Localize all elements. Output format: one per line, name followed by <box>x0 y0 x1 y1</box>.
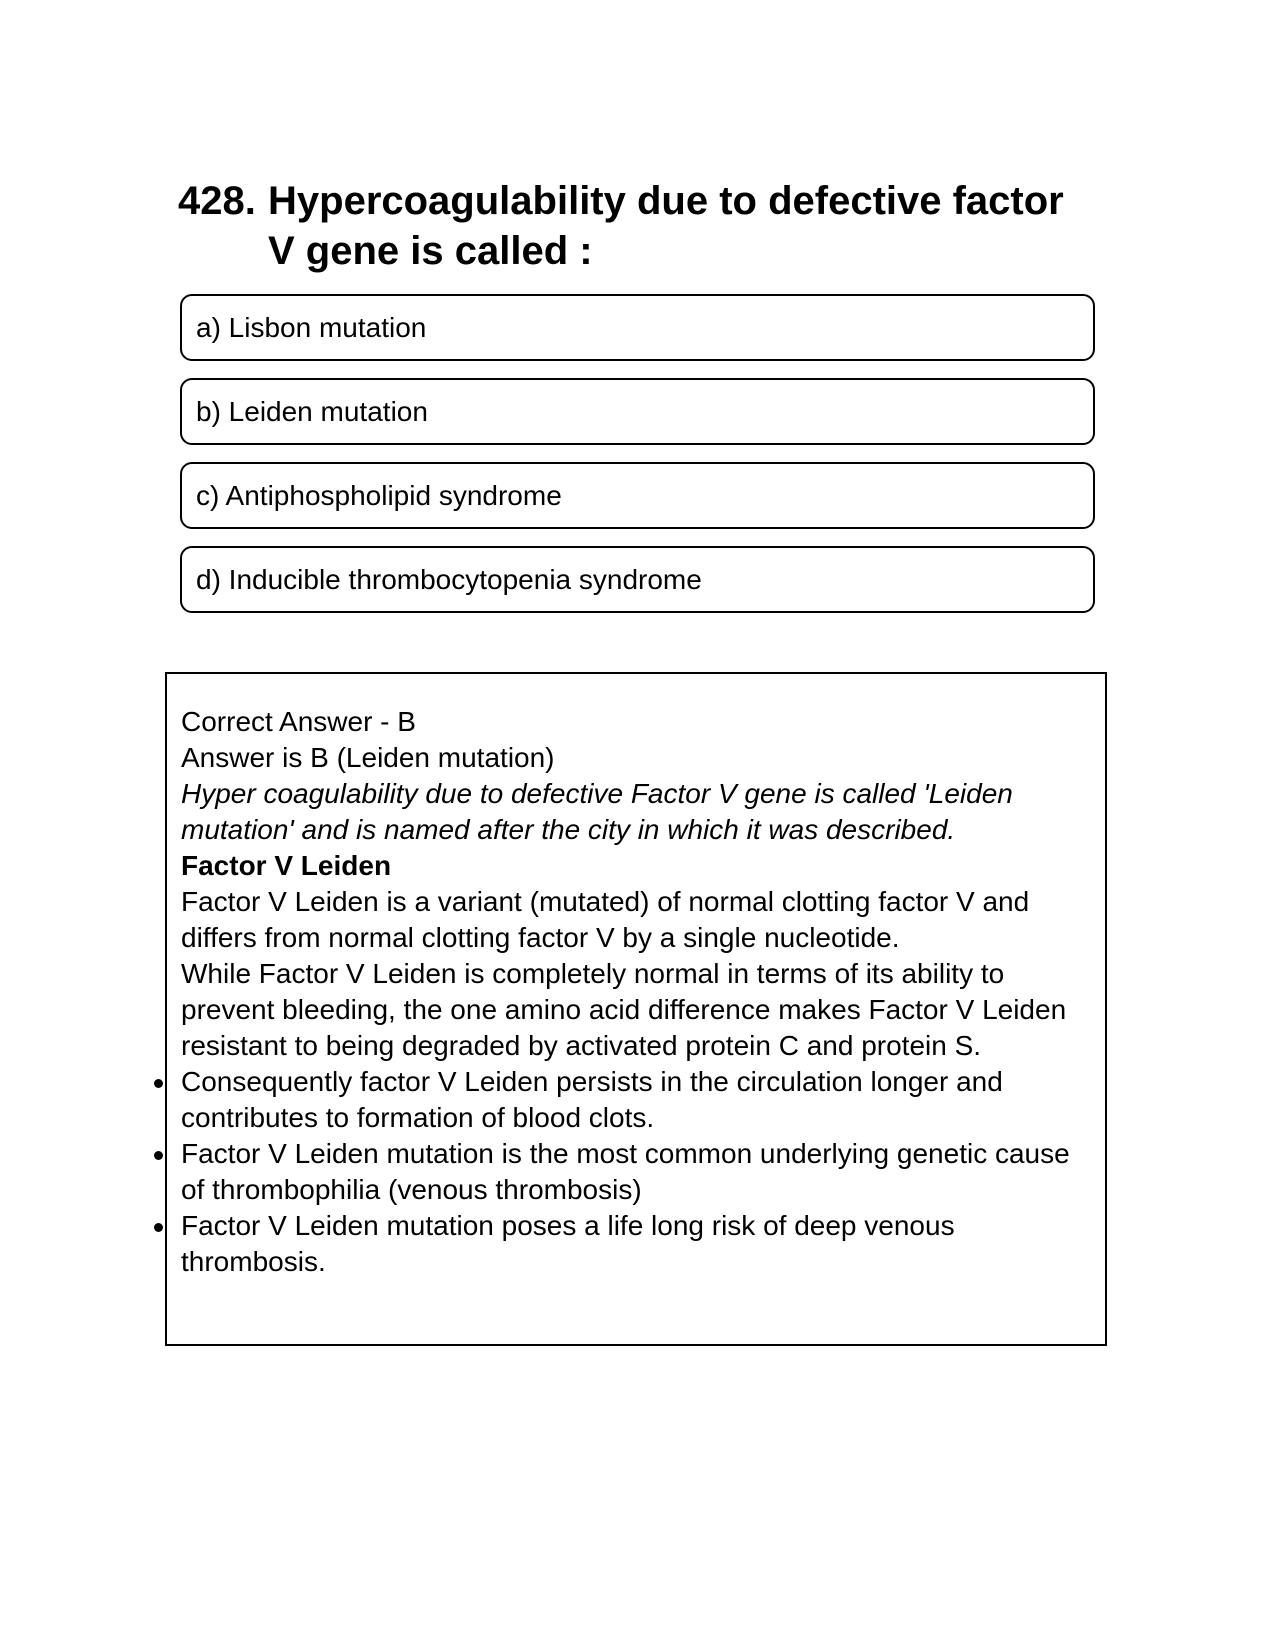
bullet-item-3: Factor V Leiden mutation poses a life long risk of deep venous thrombosis. <box>181 1208 1096 1280</box>
question-number: 428. <box>178 179 256 223</box>
bullet-list <box>181 1064 1096 1280</box>
options-list <box>180 294 1095 630</box>
option-c[interactable]: c) Antiphospholipid syndrome <box>180 462 1095 529</box>
answer-italic-note: Hyper coagulability due to defective Factor V gene is called 'Leiden mutation' and is named after the city in which it was described. <box>181 778 1013 845</box>
paragraph-1: Factor V Leiden is a variant (mutated) of normal clotting factor V and differs from normal clotting factor V by a single nucleotide. <box>181 886 1030 953</box>
question-heading <box>178 176 1098 276</box>
section-title: Factor V Leiden <box>181 850 392 881</box>
bullet-item-2: Factor V Leiden mutation is the most common underlying genetic cause of thrombophilia (venous thrombosis) <box>181 1136 1096 1208</box>
paragraph-2: While Factor V Leiden is completely normal in terms of its ability to prevent bleeding, the one amino acid difference makes Factor V Leiden resistant to being degraded by activated protein C and protein S. <box>181 958 1067 1061</box>
answer-header: Answer is B (Leiden mutation) <box>181 742 555 773</box>
answer-content <box>181 704 1096 1280</box>
option-b[interactable]: b) Leiden mutation <box>180 378 1095 445</box>
correct-answer: Correct Answer - B <box>181 706 416 737</box>
option-d[interactable]: d) Inducible thrombocytopenia syndrome <box>180 546 1095 613</box>
question-text: Hypercoagulability due to defective factor V gene is called : <box>268 179 1064 273</box>
bullet-item-1: Consequently factor V Leiden persists in the circulation longer and contributes to formation of blood clots. <box>181 1064 1096 1136</box>
option-a[interactable]: a) Lisbon mutation <box>180 294 1095 361</box>
